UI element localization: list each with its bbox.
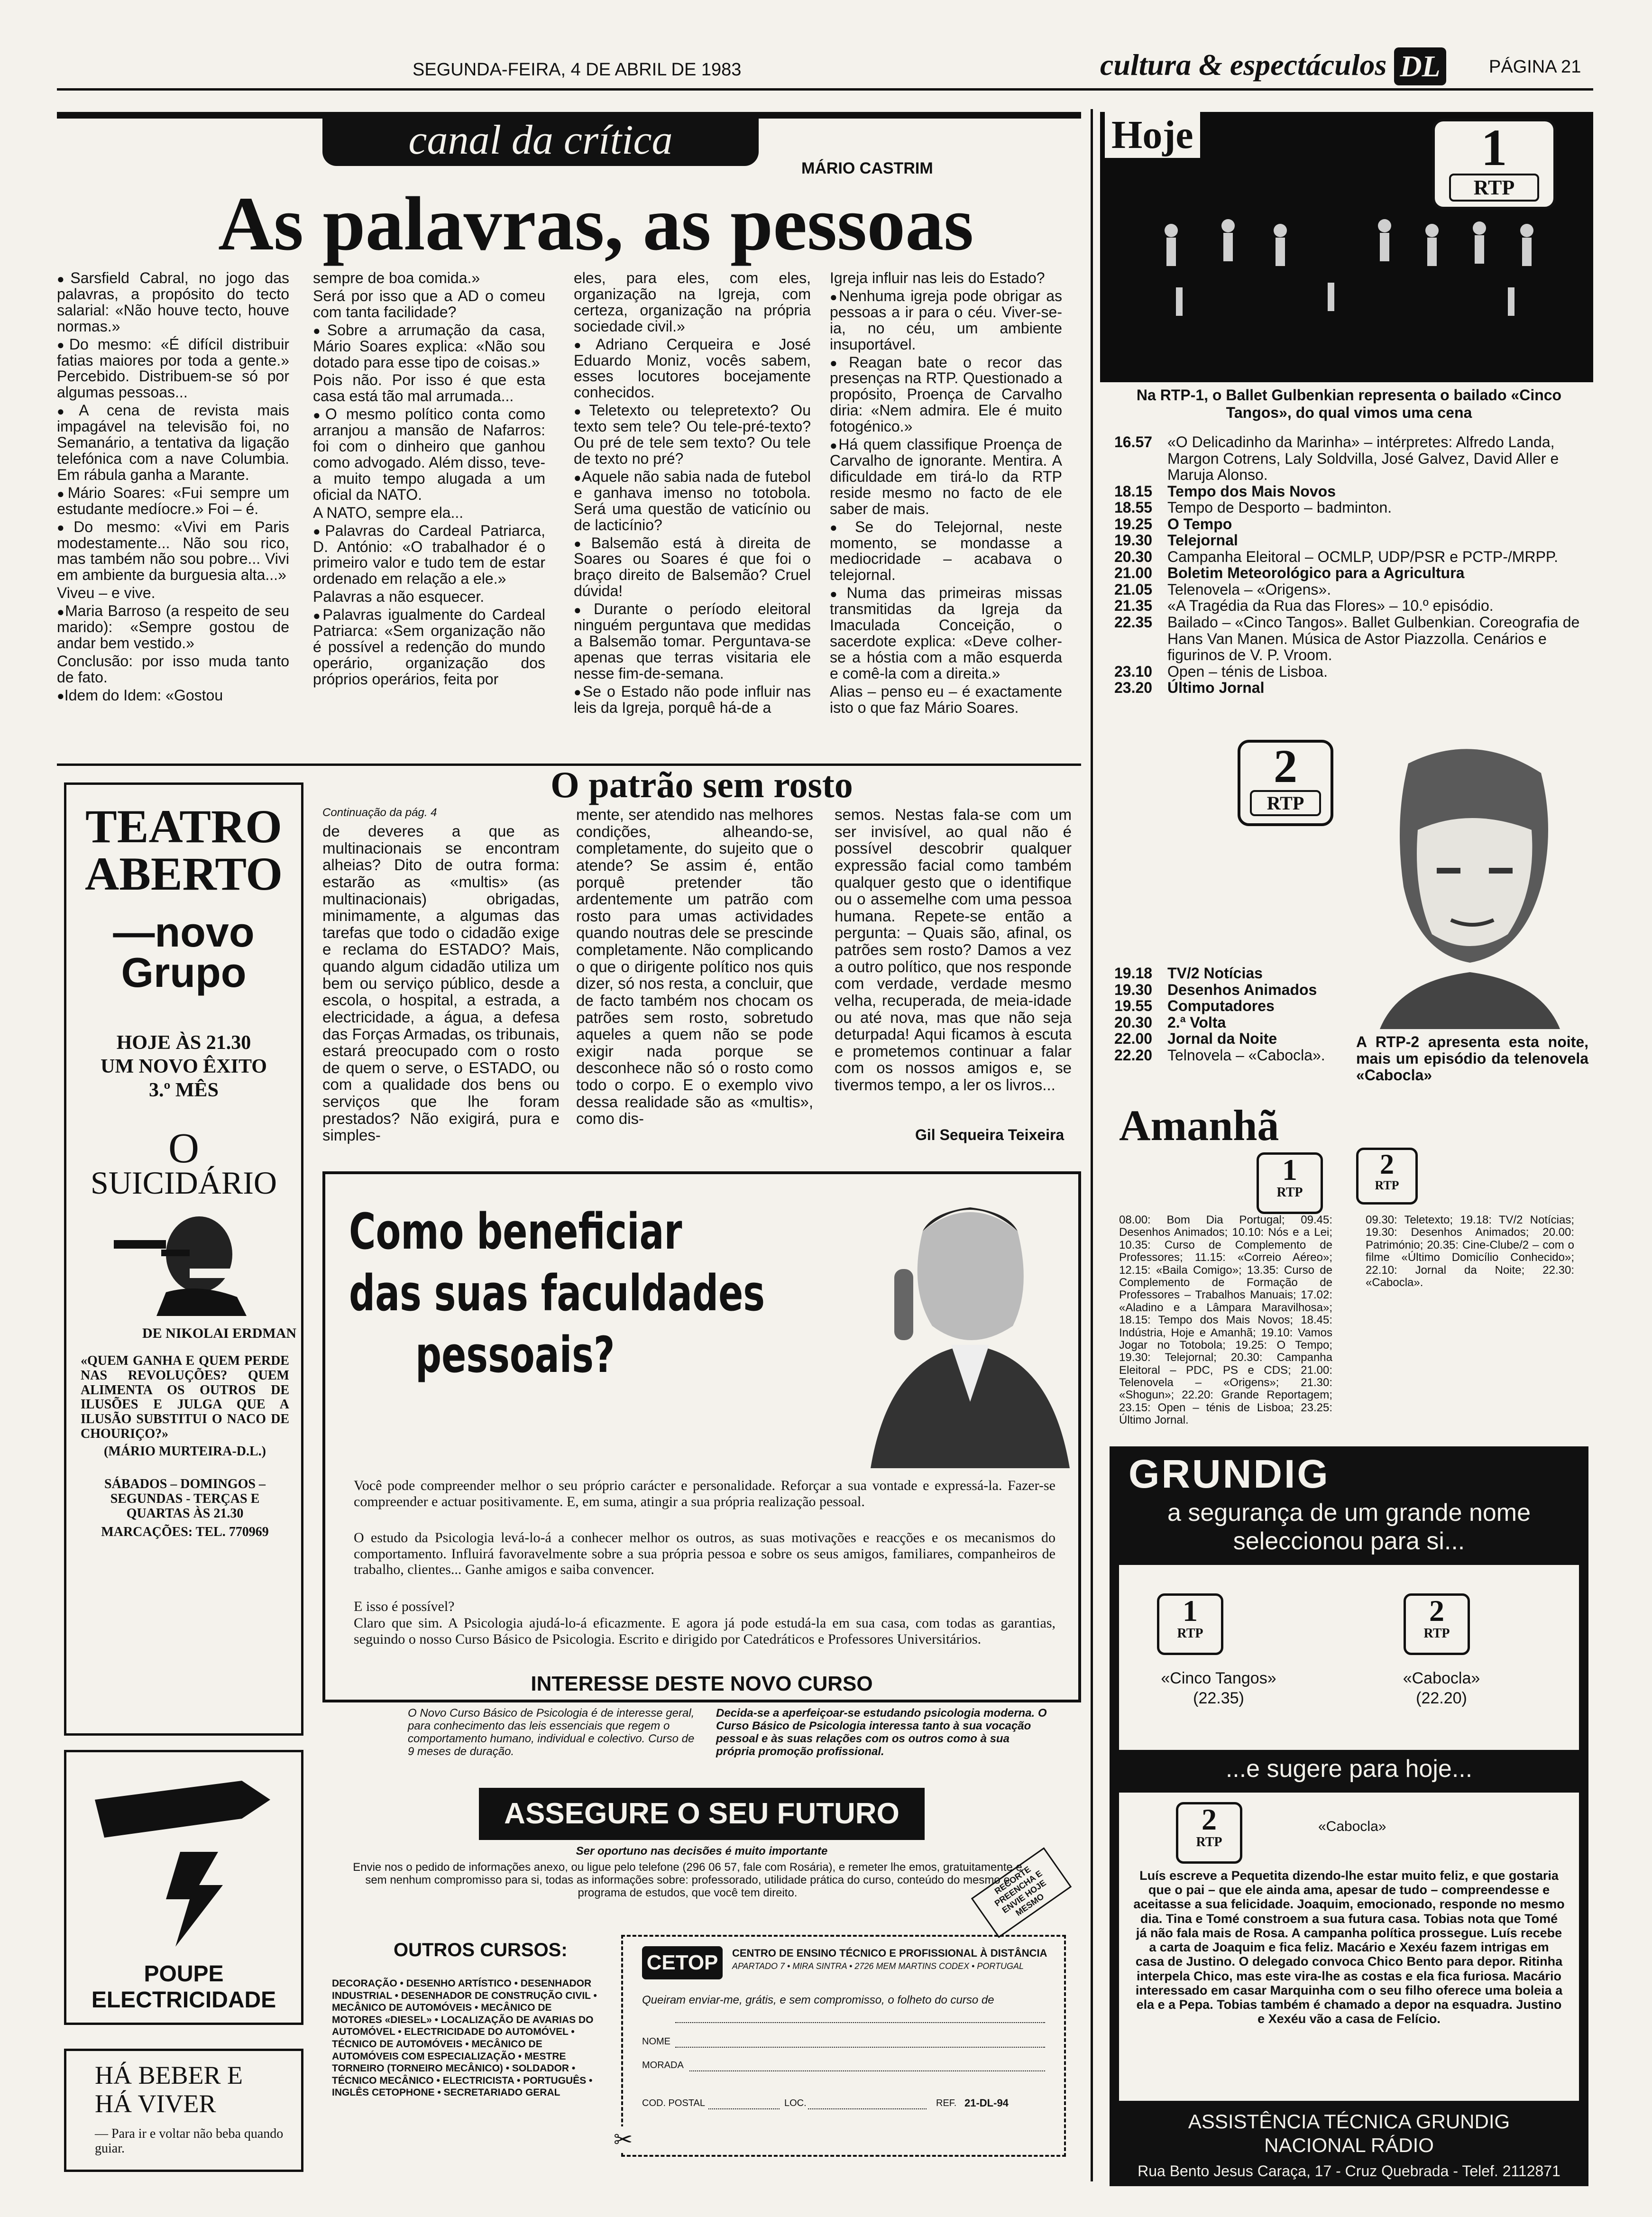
teatro-time: HOJE ÀS 21.30 (116, 1032, 251, 1054)
grundig-assist-1: ASSISTÊNCIA TÉCNICA GRUNDIG (1188, 2110, 1510, 2133)
list-item: ● Sarsfield Cabral, no jogo das palavras, a propósito do tecto salarial: «Não houve tecto, houve normas.» (57, 270, 289, 335)
list-item: A NATO, sempre ela... (313, 504, 464, 521)
grundig-rtp2-logo (1404, 1593, 1470, 1655)
play-title-2: SUICIDÁRIO (91, 1165, 277, 1201)
schedule-row (1114, 982, 1351, 998)
course-oportuno: Ser oportuno nas decisões é muito importante (576, 1845, 828, 1858)
tv-photo-caption: Na RTP-1, o Ballet Gulbenkian representa o bailado «Cinco Tangos», do qual vimos uma cena (1136, 386, 1562, 421)
coupon-queiram: Queiram enviar-me, grátis, e sem compromisso, o folheto do curso de (642, 1994, 994, 2006)
teatro-exito: UM NOVO ÊXITO (101, 1056, 267, 1077)
beber-line-1: HÁ BEBER E (95, 2061, 243, 2089)
poupe-illustration (85, 1771, 285, 1951)
poupe-ad (64, 1750, 303, 2025)
schedule-row (1114, 565, 1588, 581)
coupon-morada-label: MORADA (642, 2060, 684, 2070)
play-author: DE NIKOLAI ERDMAN (142, 1325, 297, 1341)
patrao-col3: semos. Nestas fala-se com um ser invisível, ao qual não é possível descobrir qualquer expressão facial como também qualquer gesto que o identifique ou o assemelhe com uma pessoa humana. Repete-se então a pergunta: – Quais são, afinal, os patrões sem rosto? Damos a vez a outro político, que nos responde com verdade, verdade mesmo velha, recuperada, de meia-idade ou até nova, mas que não seja deturpada! Aqui ficamos à escuta e prometemos continuar a falar com os nossos amigos e, se tivermos tempo, a ler os livros... (835, 806, 1072, 1094)
schedule-row (1114, 598, 1588, 614)
tomorrow-rtp2-logo (1356, 1148, 1418, 1205)
rtp1-number: 1 (1481, 119, 1507, 176)
grundig-tagline-1: a segurança de um grande nome (1167, 1499, 1531, 1527)
tomorrow-rtp2-label: RTP (1375, 1178, 1399, 1192)
list-item: Igreja influir nas leis do Estado? (830, 269, 1045, 286)
rtp1-logo (1432, 119, 1556, 210)
schedule-row (1114, 614, 1588, 663)
grundig-box (1110, 1446, 1588, 2186)
schedule-row (1114, 1047, 1351, 1064)
hand-plug-lightning-icon (85, 1771, 285, 1951)
schedule-show: Boletim Meteorológico para a Agricultura (1167, 564, 1465, 582)
column-author: MÁRIO CASTRIM (801, 159, 933, 177)
schedule-time: 20.30 (1114, 548, 1153, 565)
schedule-row (1114, 581, 1588, 598)
cetop-logo: CETOP (642, 1946, 723, 1979)
schedule-time: 22.00 (1114, 1030, 1153, 1048)
list-item: ● Há quem classifique Proença de Carvalho de ignorante. Mentira. A dificuldade em tirá-lo da RTP reside mesmo no facto de ele saber de mais. (830, 437, 1062, 517)
tv-vertical-rule (1091, 109, 1093, 2181)
list-item: ● Se o Estado não pode influir nas leis da Igreja, porquê há-de a (574, 684, 811, 716)
list-item: ● Aquele não sabia nada de futebol e ganhava imenso no totobola. Será uma questão de vaticínio ou de lacticínio? (574, 469, 811, 534)
poupe-line-2: ELECTRICIDADE (91, 1987, 276, 2013)
tomorrow-rtp2-list: 09.30: Teletexto; 19.18: TV/2 Notícias; 19.30: Desenhos Animados; 20.00: Património; 20.35: Cine-Clube/2 – com o filme «Último Domicílio Conhecido»; 22.10: Jornal da Noite; 22.30: «Cabocla». (1366, 1214, 1574, 1289)
schedule-show: Campanha Eleitoral – OCMLP, UDP/PSR e PCTP-/MRPP. (1167, 548, 1559, 565)
schedule-row (1114, 434, 1588, 483)
schedule-show: Telnovela – «Cabocla». (1167, 1046, 1325, 1064)
grundig-picks-panel (1119, 1565, 1579, 1750)
schedule-time: 19.30 (1114, 981, 1153, 998)
schedule-show: Bailado – «Cinco Tangos». Ballet Gulbenkian. Coreografia de Hans Van Manen. Música de Astor Piazzolla. Cenários e figurinos de V. P. Vroom. (1167, 614, 1580, 664)
schedule-row (1114, 549, 1588, 565)
schedule-show: Computadores (1167, 997, 1275, 1015)
schedule-row (1114, 998, 1351, 1014)
schedule-time: 20.30 (1114, 1013, 1153, 1031)
course-headline-3: pessoais? (415, 1326, 615, 1384)
patrao-signature: Gil Sequeira Teixeira (915, 1126, 1065, 1143)
column-headline: As palavras, as pessoas (218, 182, 974, 267)
figure-with-pistol-icon (95, 1212, 275, 1316)
course-envie: Envie nos o pedido de informações anexo, ou ligue pelo telefone (296 06 57, fale com Rosária), e remeter lhe emos, gratuitamente e sem nenhum compromisso para si, todas as informações sobre: professorado, utilidade prática do curso, conteúdo do mesmo e programa de estudos, que você tem direito. (353, 1861, 1022, 1899)
man-on-phone-photo (852, 1184, 1074, 1468)
list-item: ● A cena de revista mais impagável na televisão foi, no Semanário, a tentativa da ligação telefónica com a nave Columbia. Em rábula ganha a Marante. (57, 403, 289, 483)
teatro-aberto-ad (64, 782, 303, 1736)
assegure-banner: ASSEGURE O SEU FUTURO (479, 1788, 925, 1840)
grundig-rtp1-show: «Cinco Tangos» (1161, 1669, 1276, 1687)
schedule-show: Telenovela – «Origens». (1167, 580, 1331, 598)
list-item: Alias – penso eu – é exactamente isto o que faz Mário Soares. (830, 682, 1062, 716)
grundig-sug-logo (1176, 1802, 1242, 1864)
coupon-nome-label: NOME (642, 2036, 670, 2047)
schedule-row (1114, 965, 1351, 982)
list-item: ● Teletexto ou telepretexto? Ou texto sem tele? Ou tele-pré-texto? Ou pré de tele sem texto? Ou tele de texto no pré? (574, 403, 811, 467)
grundig-sug-number: 2 (1202, 1803, 1217, 1836)
tomorrow-rtp2-number: 2 (1380, 1149, 1394, 1180)
list-item: ● Sobre a arrumação da casa, Mário Soares explica: «Não sou dotado para esse tipo de coisas.» (313, 322, 545, 371)
column-col1 (57, 270, 289, 706)
rtp2-logo (1238, 740, 1333, 826)
tomorrow-rtp1-number: 1 (1282, 1153, 1297, 1187)
coupon-cod-field[interactable] (708, 2108, 780, 2109)
grundig-rtp1-time: (22.35) (1193, 1689, 1244, 1707)
column-col4 (830, 270, 1062, 718)
grundig-rtp1-logo (1157, 1593, 1223, 1655)
play-illustration (95, 1212, 275, 1316)
grundig-rtp1-number: 1 (1183, 1594, 1198, 1628)
schedule-time: 18.15 (1114, 482, 1153, 500)
grundig-assist-2: NACIONAL RÁDIO (1264, 2134, 1434, 2156)
grundig-sugere: ...e sugere para hoje... (1225, 1755, 1473, 1783)
schedule-show: Open – ténis de Lisboa. (1167, 662, 1328, 680)
list-item: Viveu – e vive. (57, 584, 156, 602)
schedule-time: 23.20 (1114, 679, 1153, 697)
course-p3: E isso é possível? (354, 1599, 455, 1614)
schedule-time: 19.18 (1114, 965, 1153, 982)
tomorrow-rtp1-list: 08.00: Bom Dia Portugal; 09.45: Desenhos Animados; 10.10: Nós e a Lei; 10.35: Curso de Complemento de Professores; 11.15: «Correio Aéreo»; 12.15: «Baila Comigo»; 13.35: Curso de Complemento de Formação de Professores – Trabalhos Manuais; 17.02: «Aladino e a Lâmpara Maravilhosa»; 18.15: Tempo dos Mais Novos; 18.45: Indústria, Hoje e Amanhã; 19.10: Vamos Jogar no Totobola; 19.25: O Tempo; 19.30: Telejornal; 20.30: Campanha Eleitoral – PDC, PS e CDS; 21.00: Telenovela – «Origens»; 21.30: «Shogun»; 22.20: Grande Reportagem; 23.15: Open – ténis de Lisboa; 23.25: Último Jornal. (1119, 1214, 1332, 1427)
list-item: ● Palavras igualmente do Cardeal Patriarca: «Sem organização não é possível a redenção do mundo operário, organização dos próprios operários, feita por (313, 607, 545, 688)
poupe-line-1: POUPE (144, 1961, 224, 1987)
course-p1: Você pode compreender melhor o seu próprio carácter e personalidade. Reforçar a sua vontade e expressá-la. Fazer-se compreender e actuar positivamente. E, em suma, atingir a sua própria realização pessoal. (354, 1478, 1055, 1509)
coupon-form[interactable] (614, 1935, 1066, 2157)
schedule-row (1114, 663, 1588, 680)
coupon-loc-field[interactable] (808, 2108, 927, 2109)
grundig-sug-show: «Cabocla» (1318, 1819, 1386, 1834)
coupon-nome-field[interactable] (675, 2047, 1045, 2048)
schedule-show: Tempo dos Mais Novos (1167, 482, 1336, 500)
schedule-row (1114, 1030, 1351, 1047)
teatro-title-1: TEATRO (85, 800, 282, 853)
list-item: ● Nenhuma igreja pode obrigar as pessoas a ir para o céu. Viver-se-ia, no céu, um ambiente insuportável. (830, 288, 1062, 353)
rtp1-schedule (1114, 434, 1588, 696)
schedule-row (1114, 680, 1588, 696)
grundig-rtp1-label: RTP (1177, 1626, 1203, 1641)
cabocla-photo (1351, 735, 1588, 1029)
list-item: ● Reagan bate o recor das presenças na RTP. Questionado a propósito, Proença de Carvalho diria: «Nem admira. Ele é muito fotogénico.» (830, 355, 1062, 435)
course-right-note: Decida-se a aperfeiçoar-se estudando psicologia moderna. O Curso Básico de Psicologia interessa tanto à sua vocação pessoal e às suas relações com os outros como à sua própria promoção profissional. (716, 1707, 1047, 1758)
schedule-time: 18.55 (1114, 499, 1153, 516)
page-date: SEGUNDA-FEIRA, 4 DE ABRIL DE 1983 (413, 60, 742, 80)
course-p4: Claro que sim. A Psicologia ajudá-lo-á eficazmente. E agora já pode estudá-la em sua casa, com todas as garantias, seguindo o nosso Curso Básico de Psicologia. Escrito e dirigido por Catedráticos e Professores Universitários. (354, 1615, 1055, 1647)
list-item: ● Palavras do Cardeal Patriarca, D. António: «O trabalhador é o primeiro valor e tudo tem de estar ordenado em relação a ele.» (313, 523, 545, 588)
grundig-synopsis-panel (1119, 1793, 1579, 2101)
recorte-stamp: RECORTE PREENCHA E ENVIE HOJE MESMO (971, 1847, 1072, 1938)
rtp2-schedule (1114, 965, 1351, 1063)
outros-cursos-list: DECORAÇÃO • DESENHO ARTÍSTICO • DESENHADOR INDUSTRIAL • DESENHADOR DE CONSTRUÇÃO CIVIL • MECÂNICO DE AUTOMÓVEIS • MECÂNICO DE MOTORES «DIESEL» • LOCALIZAÇÃO DE AVARIAS DO AUTOMÓVEL • ELECTRICIDADE DO AUTOMÓVEL • TÉCNICO DE AUTOMÓVEIS • MECÂNICO DE AUTOMÓVEIS COM ESPECIALIZAÇÃO • MESTRE TORNEIRO (TORNEIRO MECÂNICO) • SOLDADOR • TÉCNICO MECÂNICO • ELECTRICISTA • PORTUGUÊS • INGLÊS CETOPHONE • SECRETARIADO GERAL (332, 1978, 597, 2098)
beber-line-2: HÁ VIVER (95, 2089, 216, 2118)
play-tel: MARCAÇÕES: TEL. 770969 (101, 1525, 269, 1539)
schedule-show: O Tempo (1167, 515, 1232, 533)
grundig-rtp2-time: (22.20) (1416, 1689, 1467, 1707)
course-headline-2: das suas faculdades (349, 1264, 765, 1322)
play-quote-author: (MÁRIO MURTEIRA-D.L.) (104, 1444, 266, 1459)
schedule-time: 21.00 (1114, 564, 1153, 582)
beber-sub: — Para ir e voltar não beba quando guiar. (95, 2126, 284, 2156)
column-col2 (313, 270, 545, 690)
play-title-1: O (168, 1125, 199, 1172)
teatro-title-2: ABERTO (85, 847, 283, 900)
actor-portrait (1351, 735, 1588, 1029)
novo-grupo-logo-1: —novo (113, 909, 255, 956)
teatro-mes: 3.º MÊS (149, 1079, 219, 1101)
schedule-time: 23.10 (1114, 662, 1153, 680)
list-item: ● Do mesmo: «É difícil distribuir fatias maiores por toda a gente.» Percebido. Distribuem-se só por algumas pessoas... (57, 337, 289, 401)
outros-cursos-title: OUTROS CURSOS: (394, 1940, 568, 1960)
tv-today-title: Hoje (1105, 112, 1200, 158)
list-item: ● Maria Barroso (a respeito de seu marido): «Sempre gostou de andar bem vestido.» (57, 603, 289, 652)
coupon-loc-label: LOC. (784, 2098, 807, 2108)
patrao-col1: de deveres a que as multinacionais se encontram alheias? Dito de outra forma: estarão as «multis» (as multinacionais) obrigadas, minimamente, a algumas das tarefas que todo o cidadão exige e reclama do ESTADO? Mais, quando algum cidadão utiliza um bem ou serviço público, desde a escola, o hospital, a estrada, a electricidade, a água, a defesa das Forças Armadas, os tribunais, estará preocupado com o rosto de quem o serve, o ESTADO, ou com a qualidade dos bens ou serviços que lhe foram prestados? Não exigirá, pura e simples- (322, 822, 560, 1144)
list-item: ● Durante o período eleitoral ninguém perguntava que medidas a Balsemão tomar. Perguntava-se apenas que terras visitaria ele nesse fim-de-semana. (574, 601, 811, 682)
list-item: ● Do mesmo: «Vivi em Paris modestamente... Não sou rico, mas também não sou pobre... Vivi em ambiente da burguesia alta...» (57, 519, 289, 584)
list-item: ● Adriano Cerqueira e José Eduardo Moniz, vocês sabem, esses locutores bocejamente conhecidos. (574, 337, 811, 401)
list-item: Será por isso que a AD o comeu com tanta facilidade? (313, 287, 545, 321)
rtp1-label: RTP (1449, 174, 1539, 202)
schedule-show: «O Delicadinho da Marinha» – intérpretes: Alfredo Landa, Margon Cotrens, Laly Soldvilla, José Galvez, David Aller e Maruja Alonso. (1167, 433, 1559, 484)
grundig-address: Rua Bento Jesus Caraça, 17 - Cruz Quebrada - Telef. 2112871 (1138, 2162, 1560, 2180)
schedule-show: TV/2 Notícias (1167, 965, 1263, 982)
grundig-rtp2-label: RTP (1423, 1626, 1450, 1641)
schedule-row (1114, 483, 1588, 500)
course-man-photo (852, 1184, 1074, 1468)
cetop-address: APARTADO 7 • MIRA SINTRA • 2726 MEM MARTINS CODEX • PORTUGAL (732, 1961, 1024, 1971)
newspaper-logo-icon: DL (1394, 47, 1446, 85)
grundig-brand: GRUNDIG (1129, 1452, 1330, 1496)
scissors-icon: ✂ (614, 2127, 633, 2153)
course-headline-1: Como beneficiar (349, 1203, 682, 1260)
schedule-time: 22.35 (1114, 614, 1153, 631)
coupon-line[interactable] (675, 2022, 1045, 2023)
list-item: ● O mesmo político conta como arranjou a mansão de Nafarros: foi com o dinheiro que ganhou como advogado. Além disso, teve-a muito tempo alugada a um oficial da NATO. (313, 406, 545, 503)
course-ad (322, 1171, 1081, 1702)
schedule-time: 19.30 (1114, 532, 1153, 549)
course-interesse: INTERESSE DESTE NOVO CURSO (531, 1672, 873, 1695)
tv-tomorrow-title: Amanhã (1119, 1101, 1279, 1150)
schedule-show: «A Tragédia da Rua das Flores» – 10.º episódio. (1167, 597, 1494, 615)
beber-ad (64, 2049, 303, 2172)
schedule-show: Tempo de Desporto – badminton. (1167, 499, 1392, 516)
schedule-row (1114, 1014, 1351, 1031)
schedule-show: Desenhos Animados (1167, 981, 1317, 998)
patrao-title: O patrão sem rosto (551, 764, 853, 805)
rtp2-caption: A RTP-2 apresenta esta noite, mais um episódio da telenovela «Cabocla» (1356, 1033, 1588, 1084)
list-item: Conclusão: por isso muda tanto de fato. (57, 652, 289, 686)
grundig-rtp2-number: 2 (1429, 1594, 1444, 1628)
list-item: ● Mário Soares: «Fui sempre um estudante medíocre.» Foi – é. (57, 485, 289, 517)
header-rule (57, 88, 1593, 91)
list-item: ● Balsemão está à direita de Soares ou Soares é que foi o braço direito de Balsemão? Cruel dúvida! (574, 535, 811, 600)
list-item: sempre de boa comida.» (313, 269, 480, 286)
schedule-time: 21.05 (1114, 580, 1153, 598)
patrao-col2: mente, ser atendido nas melhores condições, alheando-se, completamente, do sujeito que o atende? Se assim é, então porquê pretender tão ardentemente um patrão com rosto para umas actividades quando noutras dele se prescinde completamente. Não complicando o que o dirigente político nos quis dizer, só nos resta, a concluir, que de facto também nos chocam os patrões sem rosto, sobretudo aqueles a quem não se pode exigir nada porque se desconhece não só o rosto como todo o corpo. E o exemplo vivo dessa realidade são as «multis», como dis- (576, 806, 813, 1128)
schedule-show: 2.ª Volta (1167, 1013, 1226, 1031)
schedule-row (1114, 516, 1588, 533)
schedule-show: Último Jornal (1167, 679, 1265, 697)
schedule-time: 19.55 (1114, 997, 1153, 1015)
list-item: ● Idem do Idem: «Gostou (57, 688, 289, 704)
section-title: cultura & espectáculos (1100, 48, 1387, 82)
page-number: PÁGINA 21 (1489, 57, 1581, 77)
coupon-ref-label: REF. (936, 2098, 957, 2108)
grundig-rtp2-show: «Cabocla» (1403, 1669, 1480, 1687)
novo-grupo-logo-2: Grupo (121, 949, 247, 996)
patrao-continuation: Continuação da pág. 4 (322, 806, 437, 819)
play-quote: «QUEM GANHA E QUEM PERDE NAS REVOLUÇÕES? QUEM ALIMENTA OS OUTROS DE ILUSÕES E JULGA QUE A ILUSÃO SUBSTITUI O NACO DE CHOURIÇO?» (81, 1353, 289, 1441)
grundig-tagline-2: seleccionou para si... (1233, 1527, 1465, 1555)
schedule-time: 19.25 (1114, 515, 1153, 533)
coupon-morada-field[interactable] (689, 2070, 1045, 2071)
schedule-time: 21.35 (1114, 597, 1153, 615)
schedule-time: 16.57 (1114, 433, 1153, 451)
rtp2-number: 2 (1274, 740, 1297, 792)
play-days: SÁBADOS – DOMINGOS – SEGUNDAS - TERÇAS E QUARTAS ÀS 21.30 (104, 1477, 266, 1521)
list-item: ● Se do Telejornal, neste momento, se mondasse a mediocridade – acabava o telejornal. (830, 519, 1062, 584)
column-col3 (574, 270, 811, 718)
tomorrow-rtp1-logo (1257, 1152, 1323, 1214)
cetop-name: CENTRO DE ENSINO TÉCNICO E PROFISSIONAL À DISTÂNCIA (732, 1947, 1047, 1959)
coupon-ref-code: 21-DL-94 (964, 2097, 1009, 2109)
schedule-row (1114, 499, 1588, 516)
list-item: ● Numa das primeiras missas transmitidas da Igreja da Imaculada Conceição, o sacerdote explica: «Deve colher-se a hóstia com a mão esquerda e comê-la com a direita.» (830, 585, 1062, 681)
list-item: eles, para eles, com eles, organização na Igreja, com certeza, organização na própria sociedade civil.» (574, 269, 811, 335)
tomorrow-rtp1-label: RTP (1276, 1185, 1303, 1200)
schedule-show: Telejornal (1167, 532, 1238, 549)
grundig-synopsis: Luís escreve a Pequetita dizendo-lhe estar muito feliz, e que gostaria que o pai – que ele ainda ama, apesar de tudo – compreendesse e aceitasse a sua felicidade. Joaquim, emocionado, responde no mesmo dia. Tina e Tomé constroem a sua futura casa. Tobias nota que Tomé já não fala mais de Rosa. A campanha política prossegue. Luís recebe a carta de Joaquim e fica feliz. Macário e Xexéu fazem intrigas em casa de Justino. O delegado convoca Chico Bento para depor. Ritinha interpela Chico, mas este vira-lhe as costas e ela fica furiosa. Macário interessado em casar Marquinha com o seu filho oferece uma boleia a ela e a Pepa. Tobias também é chamado a depor na esquadra. Justino e Xexéu vão a casa de Felício. (1133, 1868, 1565, 2026)
course-p2: O estudo da Psicologia levá-lo-á a conhecer melhor os outros, as suas motivações e reacções e os mecanismos do comportamento. Influirá favoravelmente sobre a sua própria pessoa e sobre os seus amigos, familiares, companheiros de trabalho, clientes... Ganhe amigos e saiba convencer. (354, 1530, 1055, 1578)
column-tag: canal da crítica (322, 114, 759, 166)
coupon-cod-label: COD. POSTAL (642, 2098, 705, 2108)
list-item: Palavras a não esquecer. (313, 588, 485, 606)
rtp2-label: RTP (1250, 790, 1321, 816)
grundig-sug-label: RTP (1196, 1835, 1222, 1849)
schedule-show: Jornal da Noite (1167, 1030, 1277, 1048)
list-item: Pois não. Por isso é que esta casa está tão mal arrumada... (313, 371, 545, 405)
schedule-time: 22.20 (1114, 1046, 1153, 1064)
schedule-row (1114, 532, 1588, 549)
course-left-note: O Novo Curso Básico de Psicologia é de interesse geral, para conhecimento das leis essenciais que regem o comportamento humano, individual e colectivo. Curso de 9 meses de duração. (408, 1707, 695, 1758)
